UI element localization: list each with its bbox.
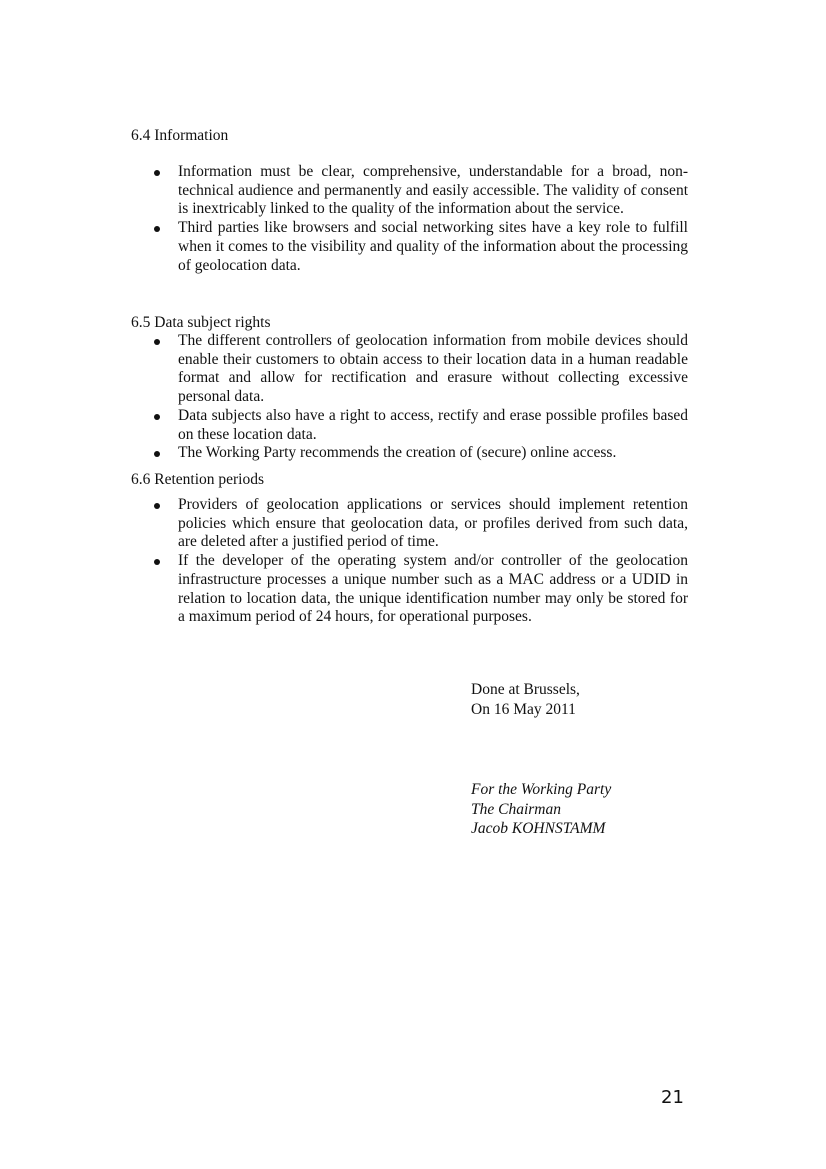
bullet-icon [154,559,160,565]
bullet-icon [154,503,160,509]
list-item: Information must be clear, comprehensive, understandable for a broad, non-technical audience and permanently and easily accessible. The validity of consent is inextricably linked to the quality of the information about the service. [131,163,688,219]
section-heading-retention-periods: 6.6 Retention periods [131,471,265,488]
closing-date: On 16 May 2011 [471,700,576,718]
data-subject-rights-bullet-list [131,332,688,463]
list-item: Data subjects also have a right to access, rectify and erase possible profiles based on these location data. [131,407,688,444]
bullet-icon [154,226,160,232]
list-item: The different controllers of geolocation information from mobile devices should enable their customers to obtain access to their location data in a human readable format and allow for rectification and erasure without collecting excessive personal data. [131,332,688,407]
bullet-icon [154,170,160,176]
closing-place: Done at Brussels, [471,681,580,698]
list-item: If the developer of the operating system and/or controller of the geolocation infrastructure processes a unique number such as a MAC address or a UDID in relation to location data, the unique identification number may only be stored for a maximum period of 24 hours, for operational purposes. [131,552,688,627]
closing-block [471,680,580,719]
list-item: Third parties like browsers and social networking sites have a key role to fulfill when it comes to the visibility and quality of the information about the processing of geolocation data. [131,219,688,275]
bullet-icon [154,339,160,345]
page-number: 21 [661,1087,684,1108]
signature-organisation: For the Working Party [471,781,612,798]
signature-block [471,780,611,839]
information-bullet-list [131,163,688,275]
list-item: Providers of geolocation applications or services should implement retention policies which ensure that geolocation data, or profiles derived from such data, are deleted after a justified period of time. [131,496,688,552]
section-heading-data-subject-rights: 6.5 Data subject rights [131,314,271,331]
section-heading-information: 6.4 Information [131,127,229,144]
bullet-icon [154,451,160,457]
signature-title: The Chairman [471,800,561,818]
bullet-icon [154,414,160,420]
list-item: The Working Party recommends the creation of (secure) online access. [131,444,688,463]
signature-name: Jacob KOHNSTAMM [471,820,606,837]
retention-periods-bullet-list [131,496,688,627]
